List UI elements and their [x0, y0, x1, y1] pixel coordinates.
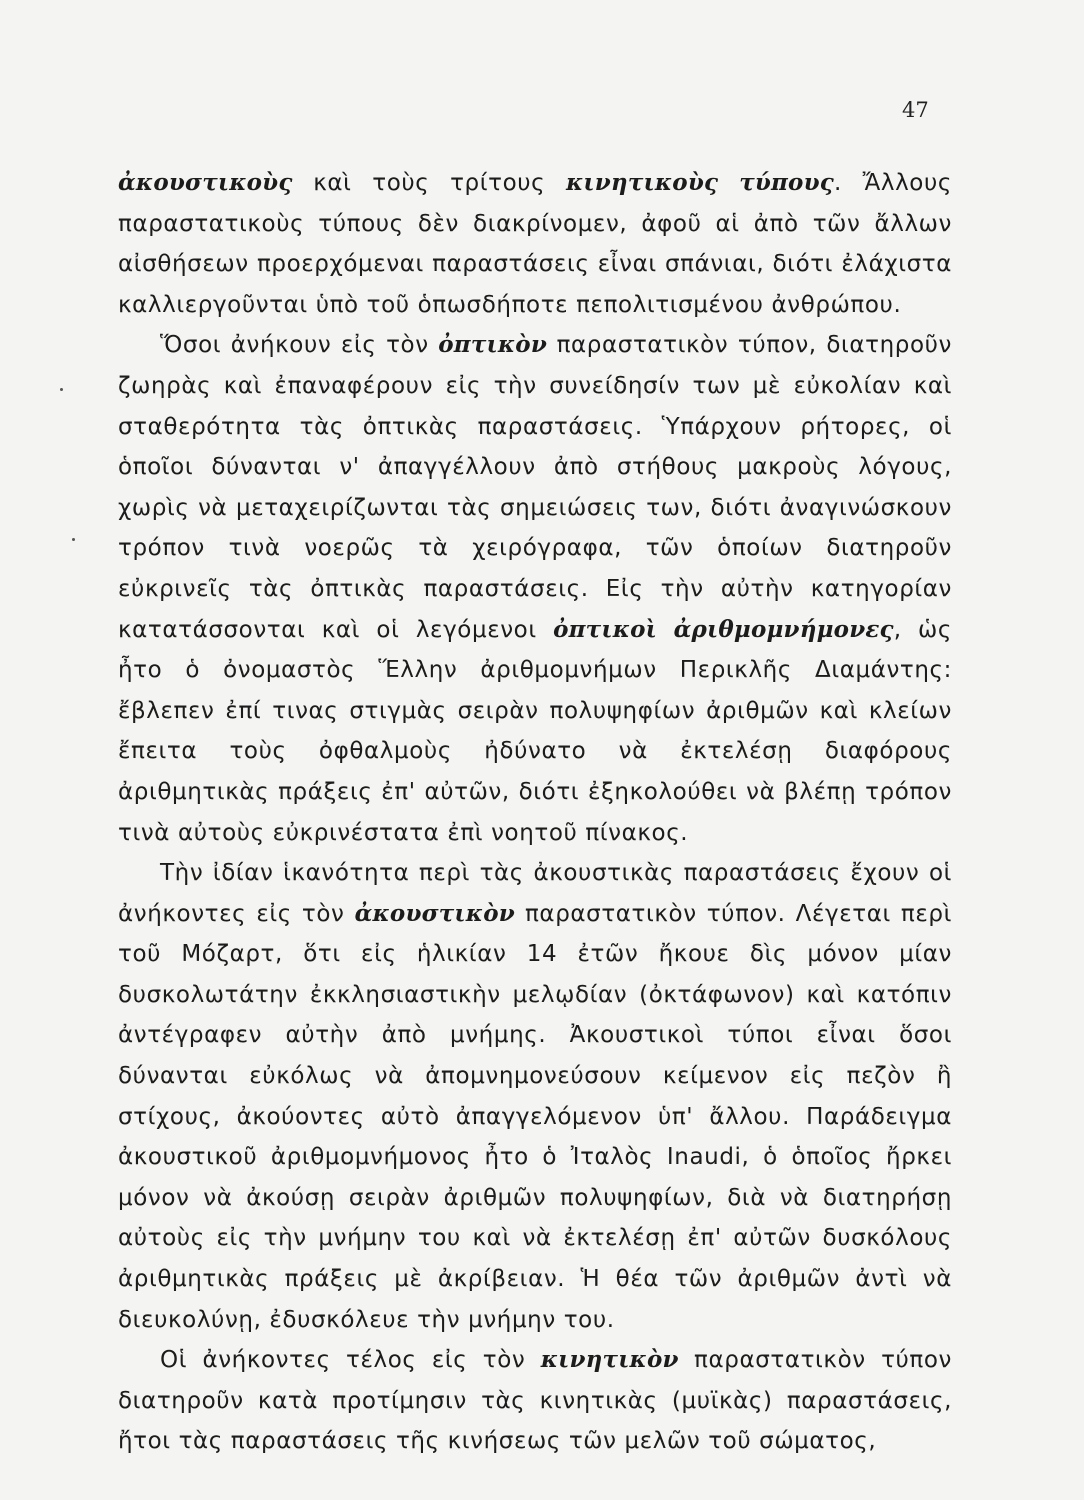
- body-text: [118, 163, 952, 1462]
- emphasized-term: κινητικὸν: [540, 1346, 679, 1374]
- text-run: , ὡς ἦτο ὁ ὀνομαστὸς Ἕλλην ἀριθμομνήμων Περικλῆς Διαμάντης: ἔβλεπεν ἐπί τινας στιγμὰς σειρὰν πολυψηφίων ἀριθμῶν καὶ κλείων ἔπειτα τοὺς ὀφθαλμοὺς ἠδύνατο νὰ ἐκτελέσῃ διαφόρους ἀριθμητικὰς πράξεις ἐπ' αὐτῶν, διότι ἐξηκολούθει νὰ βλέπῃ τρόπον τινὰ αὐτοὺς εὐκρινέστατα ἐπὶ νοητοῦ πίνακος.: [118, 616, 952, 846]
- paragraph: [118, 1340, 952, 1462]
- text-run: Τὴν ἰδίαν ἱκανότητα περὶ τὰς ἀκουστικὰς παραστάσεις ἔχουν οἱ ἀνήκοντες εἰς τὸν: [118, 860, 952, 927]
- text-run: Οἱ ἀνήκοντες τέλος εἰς τὸν: [160, 1347, 541, 1374]
- text-run: παραστατικὸν τύπον διατηροῦν κατὰ προτίμησιν τὰς κινητικὰς (μυϊκὰς) παραστάσεις, ἤτοι τὰς παραστάσεις τῆς κινήσεως τῶν μελῶν τοῦ σώματος,: [118, 1347, 952, 1455]
- emphasized-term: ἀκουστικὸν: [354, 899, 515, 927]
- text-run: Ὅσοι ἀνήκουν εἰς τὸν: [160, 332, 439, 359]
- text-run: παραστατικὸν τύπον. Λέγεται περὶ τοῦ Μόζαρτ, ὅτι εἰς ἡλικίαν 14 ἐτῶν ἤκουε δὶς μόνον μίαν δυσκολωτάτην ἐκκλησιαστικὴν μελῳδίαν (ὀκτάφωνον) καὶ κατόπιν ἀντέγραφεν αὐτὴν ἀπὸ μνήμης. Ἀκουστικοὶ τύποι εἶναι ὅσοι δύνανται εὐκόλως νὰ ἀπομνημονεύσουν κείμενον εἰς πεζὸν ἢ στίχους, ἀκούοντες αὐτὸ ἀπαγγελόμενον ὑπ' ἄλλου. Παράδειγμα ἀκουστικοῦ ἀριθμομνήμονος ἦτο ὁ Ἰταλὸς Inaudi, ὁ ὁποῖος ἤρκει μόνον νὰ ἀκούσῃ σειρὰν ἀριθμῶν πολυψηφίων, διὰ νὰ διατηρήσῃ αὐτοὺς εἰς τὴν μνήμην του καὶ νὰ ἐκτελέσῃ ἐπ' αὐτῶν δυσκόλους ἀριθμητικὰς πράξεις μὲ ἀκρίβειαν. Ἡ θέα τῶν ἀριθμῶν ἀντὶ νὰ διευκολύνῃ, ἐδυσκόλευε τὴν μνήμην του.: [118, 900, 952, 1333]
- text-run: . Ἄλλους παραστατικοὺς τύπους δὲν διακρίνομεν, ἀφοῦ αἱ ἀπὸ τῶν ἄλλων αἰσθήσεων προερχόμεναι παραστάσεις εἶναι σπάνιαι, διότι ἐλάχιστα καλλιεργοῦνται ὑπὸ τοῦ ὁπωσδήποτε πεπολιτισμένου ἀνθρώπου.: [118, 170, 952, 318]
- page-number: 47: [902, 98, 929, 122]
- margin-speck: [72, 538, 75, 541]
- paragraph: [118, 163, 952, 325]
- paragraph: [118, 853, 952, 1340]
- emphasized-term: ὀπτικοὶ ἀριθμομνήμονες: [553, 615, 894, 643]
- margin-speck: [60, 388, 63, 391]
- text-run: παραστατικὸν τύπον, διατηροῦν ζωηρὰς καὶ ἐπαναφέρουν εἰς τὴν συνείδησίν των μὲ εὐκολίαν καὶ σταθερότητα τὰς ὀπτικὰς παραστάσεις. Ὑπάρχουν ρήτορες, οἱ ὁποῖοι δύνανται ν' ἀπαγγέλλουν ἀπὸ στήθους μακροὺς λόγους, χωρὶς νὰ μεταχειρίζωνται τὰς σημειώσεις των, διότι ἀναγινώσκουν τρόπον τινὰ νοερῶς τὰ χειρόγραφα, τῶν ὁποίων διατηροῦν εὐκρινεῖς τὰς ὀπτικὰς παραστάσεις. Εἰς τὴν αὐτὴν κατηγορίαν κατατάσσονται καὶ οἱ λεγόμενοι: [118, 332, 952, 643]
- paragraph: [118, 325, 952, 853]
- emphasized-term: ἀκουστικοὺς: [118, 169, 293, 196]
- emphasized-term: κινητικοὺς τύπους: [565, 169, 834, 196]
- text-run: καὶ τοὺς τρίτους: [292, 170, 566, 196]
- emphasized-term: ὀπτικὸν: [438, 331, 547, 359]
